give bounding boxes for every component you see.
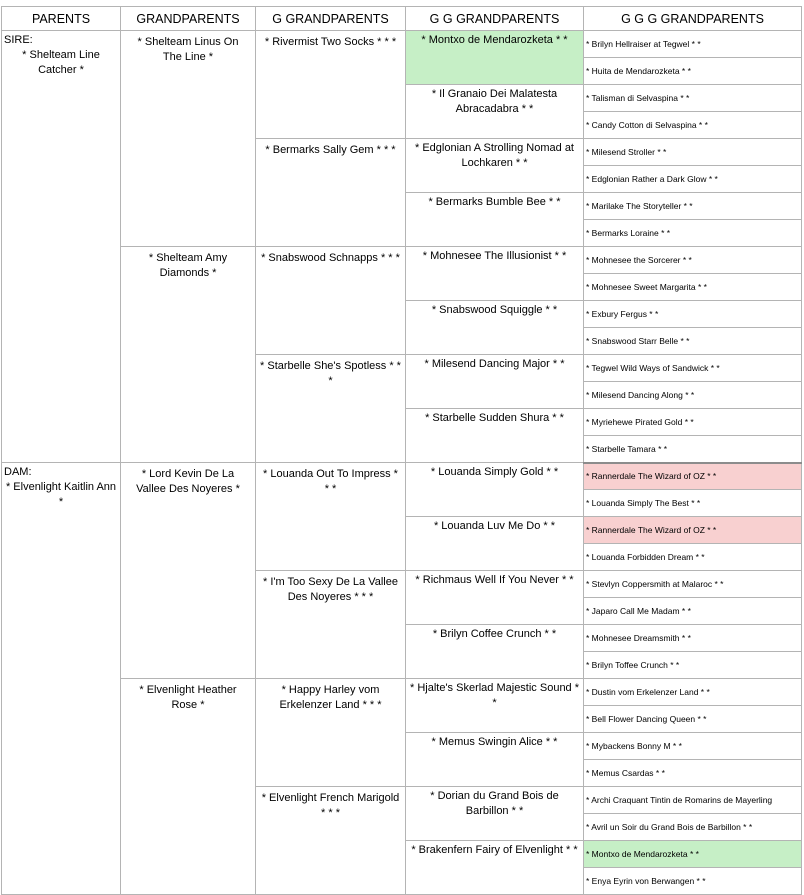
gg-grandparent-cell: * Dorian du Grand Bois de Barbillon * * xyxy=(406,787,584,841)
ggg-grandparent-cell: * Mohnesee Dreamsmith * * xyxy=(584,625,802,652)
great-grandparent-cell: * I'm Too Sexy De La Vallee Des Noyeres * * * xyxy=(256,571,406,679)
gg-grandparent-cell: * Hjalte's Skerlad Majestic Sound * * xyxy=(406,679,584,733)
sire-sire-cell: * Shelteam Linus On The Line * xyxy=(121,31,256,247)
ggg-grandparent-cell: * Exbury Fergus * * xyxy=(584,301,802,328)
header-parents: PARENTS xyxy=(2,7,121,31)
ggg-grandparent-cell: * Montxo de Mendarozketa * * xyxy=(584,841,802,868)
gg-grandparent-cell: * Starbelle Sudden Shura * * xyxy=(406,409,584,463)
ggg-grandparent-cell: * Mohnesee the Sorcerer * * xyxy=(584,247,802,274)
gg-grandparent-cell: * Louanda Simply Gold * * xyxy=(406,463,584,517)
ggg-grandparent-cell: * Memus Csardas * * xyxy=(584,760,802,787)
great-grandparent-cell: * Snabswood Schnapps * * * xyxy=(256,247,406,355)
gg-grandparent-cell: * Bermarks Bumble Bee * * xyxy=(406,193,584,247)
ggg-grandparent-cell: * Mohnesee Sweet Margarita * * xyxy=(584,274,802,301)
header-g-grandparents: G GRANDPARENTS xyxy=(256,7,406,31)
ggg-grandparent-cell: * Candy Cotton di Selvaspina * * xyxy=(584,112,802,139)
ggg-grandparent-cell: * Rannerdale The Wizard of OZ * * xyxy=(584,517,802,544)
ggg-grandparent-cell: * Brilyn Toffee Crunch * * xyxy=(584,652,802,679)
ggg-grandparent-cell: * Edglonian Rather a Dark Glow * * xyxy=(584,166,802,193)
gg-grandparent-cell: * Snabswood Squiggle * * xyxy=(406,301,584,355)
dam-label: DAM: xyxy=(4,466,32,478)
gg-grandparent-cell: * Edglonian A Strolling Nomad at Lochkaren * * xyxy=(406,139,584,193)
ggg-grandparent-cell: * Rannerdale The Wizard of OZ * * xyxy=(584,463,802,490)
ggg-grandparent-cell: * Avril un Soir du Grand Bois de Barbillon * * xyxy=(584,814,802,841)
gg-grandparent-cell: * Mohnesee The Illusionist * * xyxy=(406,247,584,301)
ggg-grandparent-cell: * Talisman di Selvaspina * * xyxy=(584,85,802,112)
ggg-grandparent-cell: * Tegwel Wild Ways of Sandwick * * xyxy=(584,355,802,382)
ggg-grandparent-cell: * Enya Eyrin von Berwangen * * xyxy=(584,868,802,895)
gg-grandparent-cell: * Milesend Dancing Major * * xyxy=(406,355,584,409)
ggg-grandparent-cell: * Louanda Forbidden Dream * * xyxy=(584,544,802,571)
ggg-grandparent-cell: * Stevlyn Coppersmith at Malaroc * * xyxy=(584,571,802,598)
gg-grandparent-cell: * Richmaus Well If You Never * * xyxy=(406,571,584,625)
ggg-grandparent-cell: * Huita de Mendarozketa * * xyxy=(584,58,802,85)
ggg-grandparent-cell: * Japaro Call Me Madam * * xyxy=(584,598,802,625)
dam-name: * Elvenlight Kaitlin Ann * xyxy=(5,481,117,508)
ggg-grandparent-cell: * Mybackens Bonny M * * xyxy=(584,733,802,760)
ggg-grandparent-cell: * Dustin vom Erkelenzer Land * * xyxy=(584,679,802,706)
sire-label: SIRE: xyxy=(4,34,33,46)
ggg-grandparent-cell: * Marilake The Storyteller * * xyxy=(584,193,802,220)
great-grandparent-cell: * Louanda Out To Impress * * * xyxy=(256,463,406,571)
ggg-grandparent-cell: * Brilyn Hellraiser at Tegwel * * xyxy=(584,31,802,58)
header-grandparents: GRANDPARENTS xyxy=(121,7,256,31)
ggg-grandparent-cell: * Bell Flower Dancing Queen * * xyxy=(584,706,802,733)
dam-sire-cell: * Lord Kevin De La Vallee Des Noyeres * xyxy=(121,463,256,679)
header-gg-grandparents: G G GRANDPARENTS xyxy=(406,7,584,31)
ggg-grandparent-cell: * Snabswood Starr Belle * * xyxy=(584,328,802,355)
pedigree-table xyxy=(1,6,802,895)
gg-grandparent-cell: * Il Granaio Dei Malatesta Abracadabra * * xyxy=(406,85,584,139)
sire-dam-cell: * Shelteam Amy Diamonds * xyxy=(121,247,256,463)
gg-grandparent-cell: * Brakenfern Fairy of Elvenlight * * xyxy=(406,841,584,895)
gg-grandparent-cell: * Louanda Luv Me Do * * xyxy=(406,517,584,571)
ggg-grandparent-cell: * Milesend Stroller * * xyxy=(584,139,802,166)
great-grandparent-cell: * Bermarks Sally Gem * * * xyxy=(256,139,406,247)
dam-dam-cell: * Elvenlight Heather Rose * xyxy=(121,679,256,895)
gg-grandparent-cell: * Brilyn Coffee Crunch * * xyxy=(406,625,584,679)
dam-cell xyxy=(2,463,121,895)
ggg-grandparent-cell: * Archi Craquant Tintin de Romarins de Mayerling xyxy=(584,787,802,814)
ggg-grandparent-cell: * Starbelle Tamara * * xyxy=(584,436,802,463)
header-row xyxy=(2,7,802,31)
great-grandparent-cell: * Starbelle She's Spotless * * * xyxy=(256,355,406,463)
sire-cell xyxy=(2,31,121,463)
great-grandparent-cell: * Elvenlight French Marigold * * * xyxy=(256,787,406,895)
ggg-grandparent-cell: * Bermarks Loraine * * xyxy=(584,220,802,247)
ggg-grandparent-cell: * Louanda Simply The Best * * xyxy=(584,490,802,517)
great-grandparent-cell: * Rivermist Two Socks * * * xyxy=(256,31,406,139)
header-ggg-grandparents: G G G GRANDPARENTS xyxy=(584,7,802,31)
great-grandparent-cell: * Happy Harley vom Erkelenzer Land * * * xyxy=(256,679,406,787)
ggg-grandparent-cell: * Myriehewe Pirated Gold * * xyxy=(584,409,802,436)
sire-name: * Shelteam Line Catcher * xyxy=(22,49,100,76)
gg-grandparent-cell: * Montxo de Mendarozketa * * xyxy=(406,31,584,85)
gg-grandparent-cell: * Memus Swingin Alice * * xyxy=(406,733,584,787)
ggg-grandparent-cell: * Milesend Dancing Along * * xyxy=(584,382,802,409)
